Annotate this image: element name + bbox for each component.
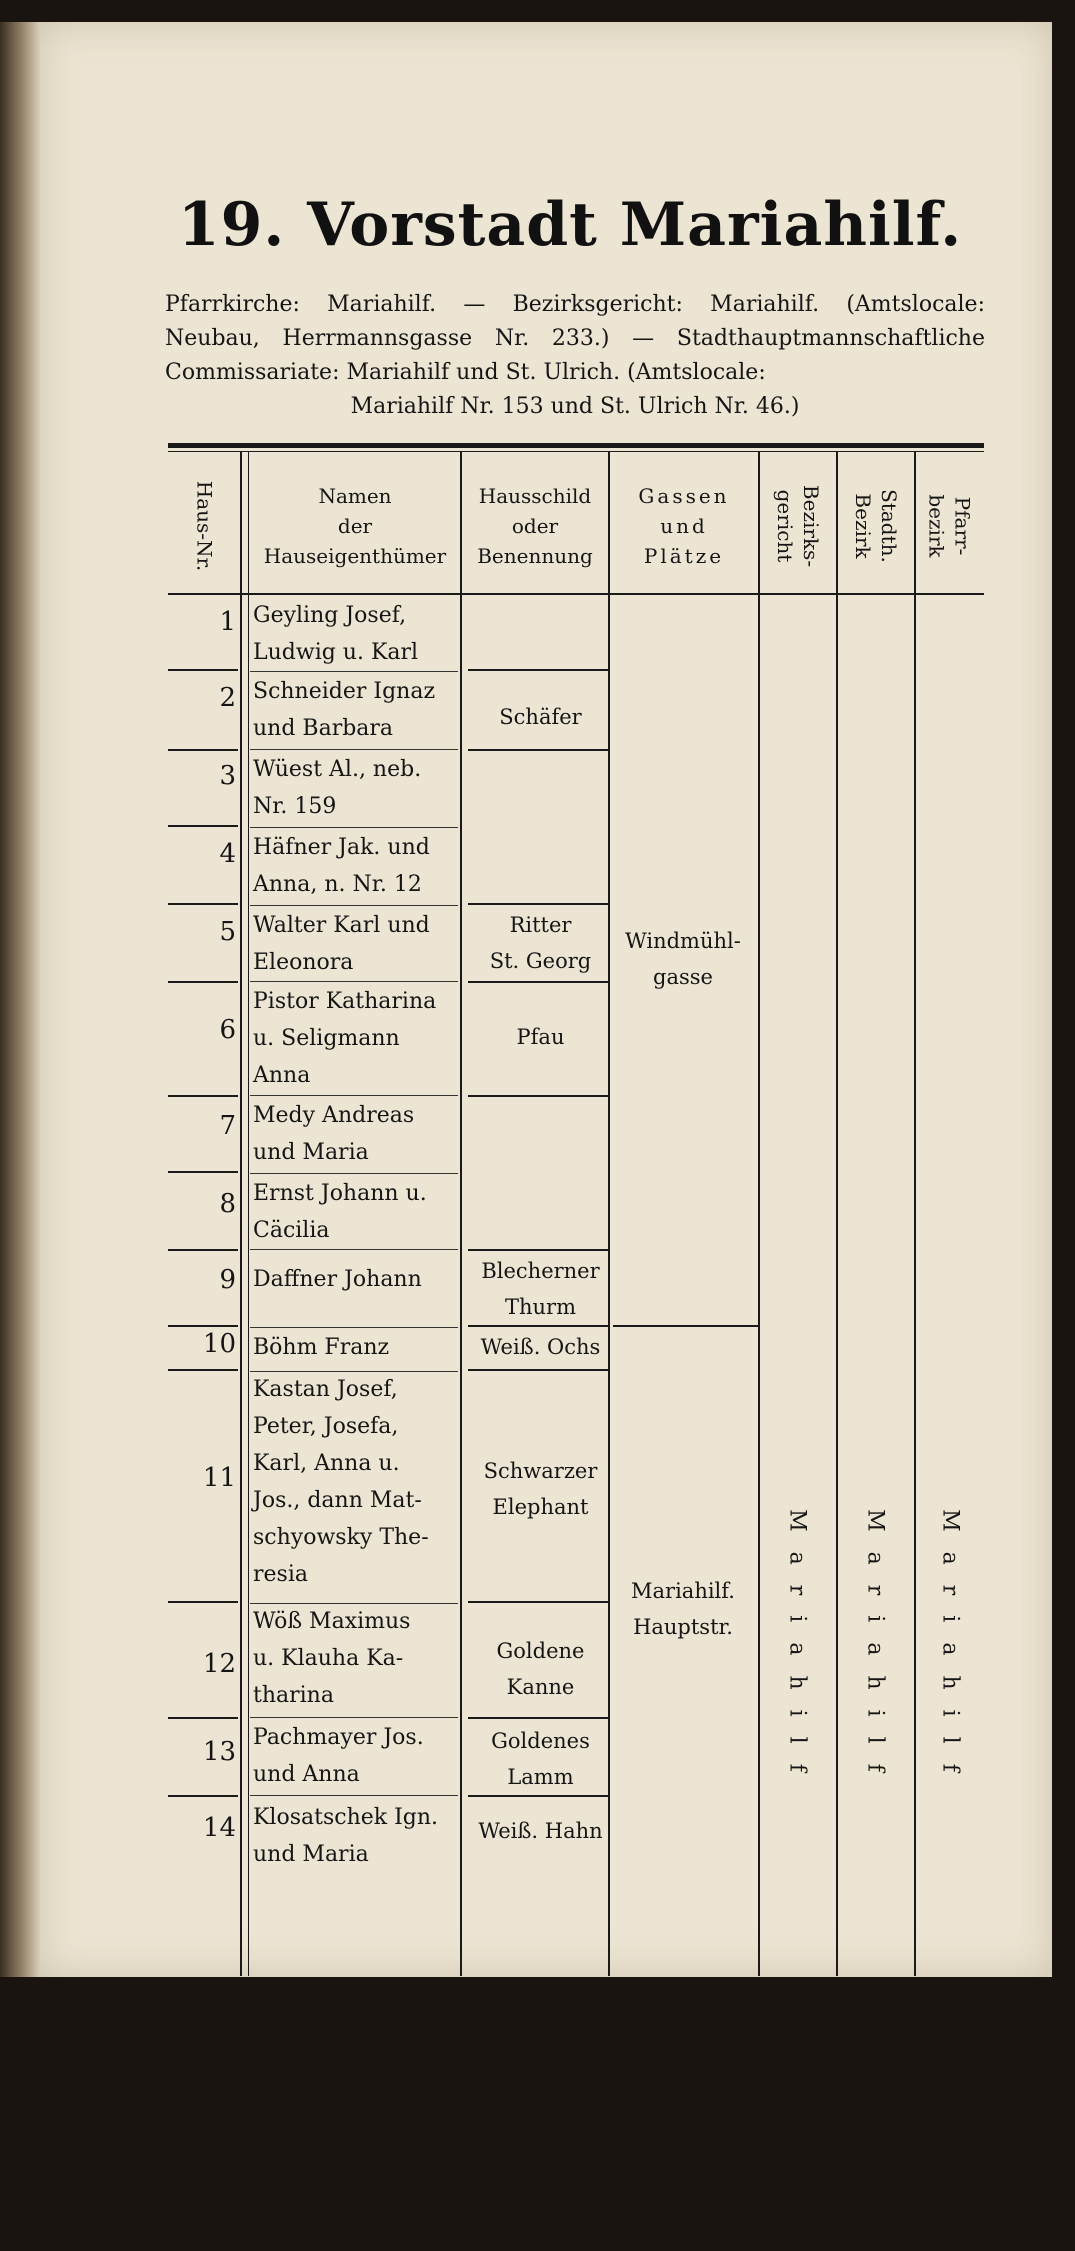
row-separator bbox=[168, 1249, 238, 1251]
header-stadth-bezirk: Stadth. Bezirk bbox=[851, 489, 901, 563]
intro-last-line: Mariahilf Nr. 153 und St. Ulrich Nr. 46.) bbox=[350, 394, 800, 419]
column-divider bbox=[836, 451, 838, 1976]
owner-name: Klosatschek Ign. und Maria bbox=[253, 1805, 439, 1867]
house-number: 2 bbox=[219, 683, 236, 713]
header-hausschild: Hausschild oder Benennung bbox=[477, 484, 593, 568]
row-separator bbox=[250, 905, 458, 906]
row-separator bbox=[250, 749, 458, 750]
table-top-rule bbox=[168, 443, 984, 448]
intro-paragraph bbox=[165, 288, 985, 424]
row-separator bbox=[250, 1795, 458, 1796]
header-pfarrbezirk: Pfarr- bezirk bbox=[924, 494, 975, 558]
street-separator bbox=[613, 1325, 758, 1327]
page-title: 19. Vorstadt Mariahilf. bbox=[177, 190, 963, 260]
row-separator bbox=[168, 1171, 238, 1173]
house-number: 1 bbox=[219, 607, 236, 637]
house-number: 7 bbox=[219, 1111, 236, 1141]
row-separator bbox=[168, 749, 238, 751]
owner-name: Walter Karl und Eleonora bbox=[253, 913, 430, 975]
sign-separator bbox=[468, 1369, 608, 1371]
row-separator bbox=[168, 903, 238, 905]
column-divider bbox=[914, 451, 916, 1976]
house-number: 10 bbox=[202, 1329, 236, 1359]
owner-name: Wüest Al., neb. Nr. 159 bbox=[253, 757, 422, 819]
house-number: 14 bbox=[202, 1813, 236, 1843]
row-separator bbox=[250, 671, 458, 672]
row-separator bbox=[250, 981, 458, 982]
sign-separator bbox=[468, 1249, 608, 1251]
row-separator bbox=[250, 1173, 458, 1174]
pfarrbezirk-value: Mariahilf bbox=[937, 1509, 963, 1792]
header-bezirksgericht: Bezirks- gericht bbox=[773, 484, 824, 568]
house-number: 12 bbox=[202, 1649, 236, 1679]
sign-separator bbox=[468, 1795, 608, 1797]
house-table bbox=[168, 443, 984, 2251]
row-separator bbox=[250, 827, 458, 828]
sign-separator bbox=[468, 1325, 608, 1327]
street-name: Mariahilf. Hauptstr. bbox=[631, 1579, 735, 1639]
house-number: 9 bbox=[219, 1265, 236, 1295]
owner-name: Häfner Jak. und Anna, n. Nr. 12 bbox=[253, 835, 430, 897]
owner-name: Schneider Ignaz und Barbara bbox=[253, 679, 436, 741]
header-hausnr: Haus-Nr. bbox=[192, 480, 216, 572]
intro-body: Pfarrkirche: Mariahilf. — Bezirksgericht: Mariahilf. (Amtslocale: Neubau, Herrmannsgasse Nr. 233.) — Stadthauptmannschaftliche Commissariate: Mariahilf und St. Ulrich. (Amtslocale: bbox=[165, 292, 985, 385]
owner-name: Medy Andreas und Maria bbox=[253, 1103, 415, 1165]
house-number: 13 bbox=[202, 1737, 236, 1767]
stadth-bezirk-value: Mariahilf bbox=[862, 1509, 888, 1792]
row-separator bbox=[168, 1601, 238, 1603]
row-separator bbox=[168, 1325, 238, 1327]
column-divider bbox=[240, 451, 242, 1976]
row-separator bbox=[168, 1717, 238, 1719]
row-separator bbox=[168, 1795, 238, 1797]
column-divider bbox=[758, 451, 760, 1976]
house-number: 3 bbox=[219, 761, 236, 791]
owner-name: Pachmayer Jos. und Anna bbox=[253, 1725, 424, 1787]
house-sign: Schwarzer Elephant bbox=[483, 1459, 598, 1519]
sign-separator bbox=[468, 1717, 608, 1719]
sign-separator bbox=[468, 669, 608, 671]
header-namen: Namen der Hauseigenthümer bbox=[263, 484, 447, 568]
house-sign: Goldenes Lamm bbox=[491, 1729, 590, 1789]
house-number: 5 bbox=[219, 917, 236, 947]
sign-separator bbox=[468, 981, 608, 983]
street-name: Windmühl- gasse bbox=[625, 929, 741, 989]
row-separator bbox=[250, 1249, 458, 1250]
sign-separator bbox=[468, 903, 608, 905]
owner-name: Ernst Johann u. Cäcilia bbox=[253, 1181, 427, 1243]
house-sign: Goldene Kanne bbox=[496, 1639, 585, 1699]
book-spine bbox=[0, 22, 40, 1977]
row-separator bbox=[250, 1717, 458, 1718]
house-number: 11 bbox=[202, 1463, 236, 1493]
row-separator bbox=[168, 669, 238, 671]
row-separator bbox=[168, 1369, 238, 1371]
house-number: 8 bbox=[219, 1189, 236, 1219]
row-separator bbox=[250, 1327, 458, 1328]
row-separator bbox=[168, 1095, 238, 1097]
owner-name: Böhm Franz bbox=[253, 1335, 390, 1360]
house-sign: Weiß. Ochs bbox=[480, 1335, 601, 1359]
house-number: 4 bbox=[219, 839, 236, 869]
house-sign: Weiß. Hahn bbox=[478, 1819, 603, 1843]
house-number: 6 bbox=[219, 1015, 236, 1045]
table-header-rule bbox=[168, 593, 984, 595]
sign-separator bbox=[468, 1095, 608, 1097]
house-sign: Blecherner Thurm bbox=[481, 1259, 600, 1319]
owner-name: Kastan Josef, Peter, Josefa, Karl, Anna u. Jos., dann Mat- schyowsky The- resia bbox=[253, 1377, 429, 1587]
header-gassen: Gassen und Plätze bbox=[638, 484, 730, 568]
table-top-rule-thin bbox=[168, 451, 984, 452]
column-divider bbox=[248, 451, 249, 1976]
row-separator bbox=[168, 825, 238, 827]
owner-name: Wöß Maximus u. Klauha Ka- tharina bbox=[253, 1609, 411, 1708]
house-sign: Ritter St. Georg bbox=[489, 913, 592, 973]
sign-separator bbox=[468, 749, 608, 751]
bezirksgericht-value: Mariahilf bbox=[784, 1509, 810, 1792]
owner-name: Geyling Josef, Ludwig u. Karl bbox=[253, 603, 419, 665]
sign-separator bbox=[468, 1601, 608, 1603]
row-separator bbox=[168, 981, 238, 983]
owner-name: Daffner Johann bbox=[253, 1267, 422, 1292]
row-separator bbox=[250, 1095, 458, 1096]
house-sign: Pfau bbox=[516, 1025, 565, 1049]
house-sign: Schäfer bbox=[499, 705, 582, 729]
owner-name: Pistor Katharina u. Seligmann Anna bbox=[253, 989, 437, 1088]
